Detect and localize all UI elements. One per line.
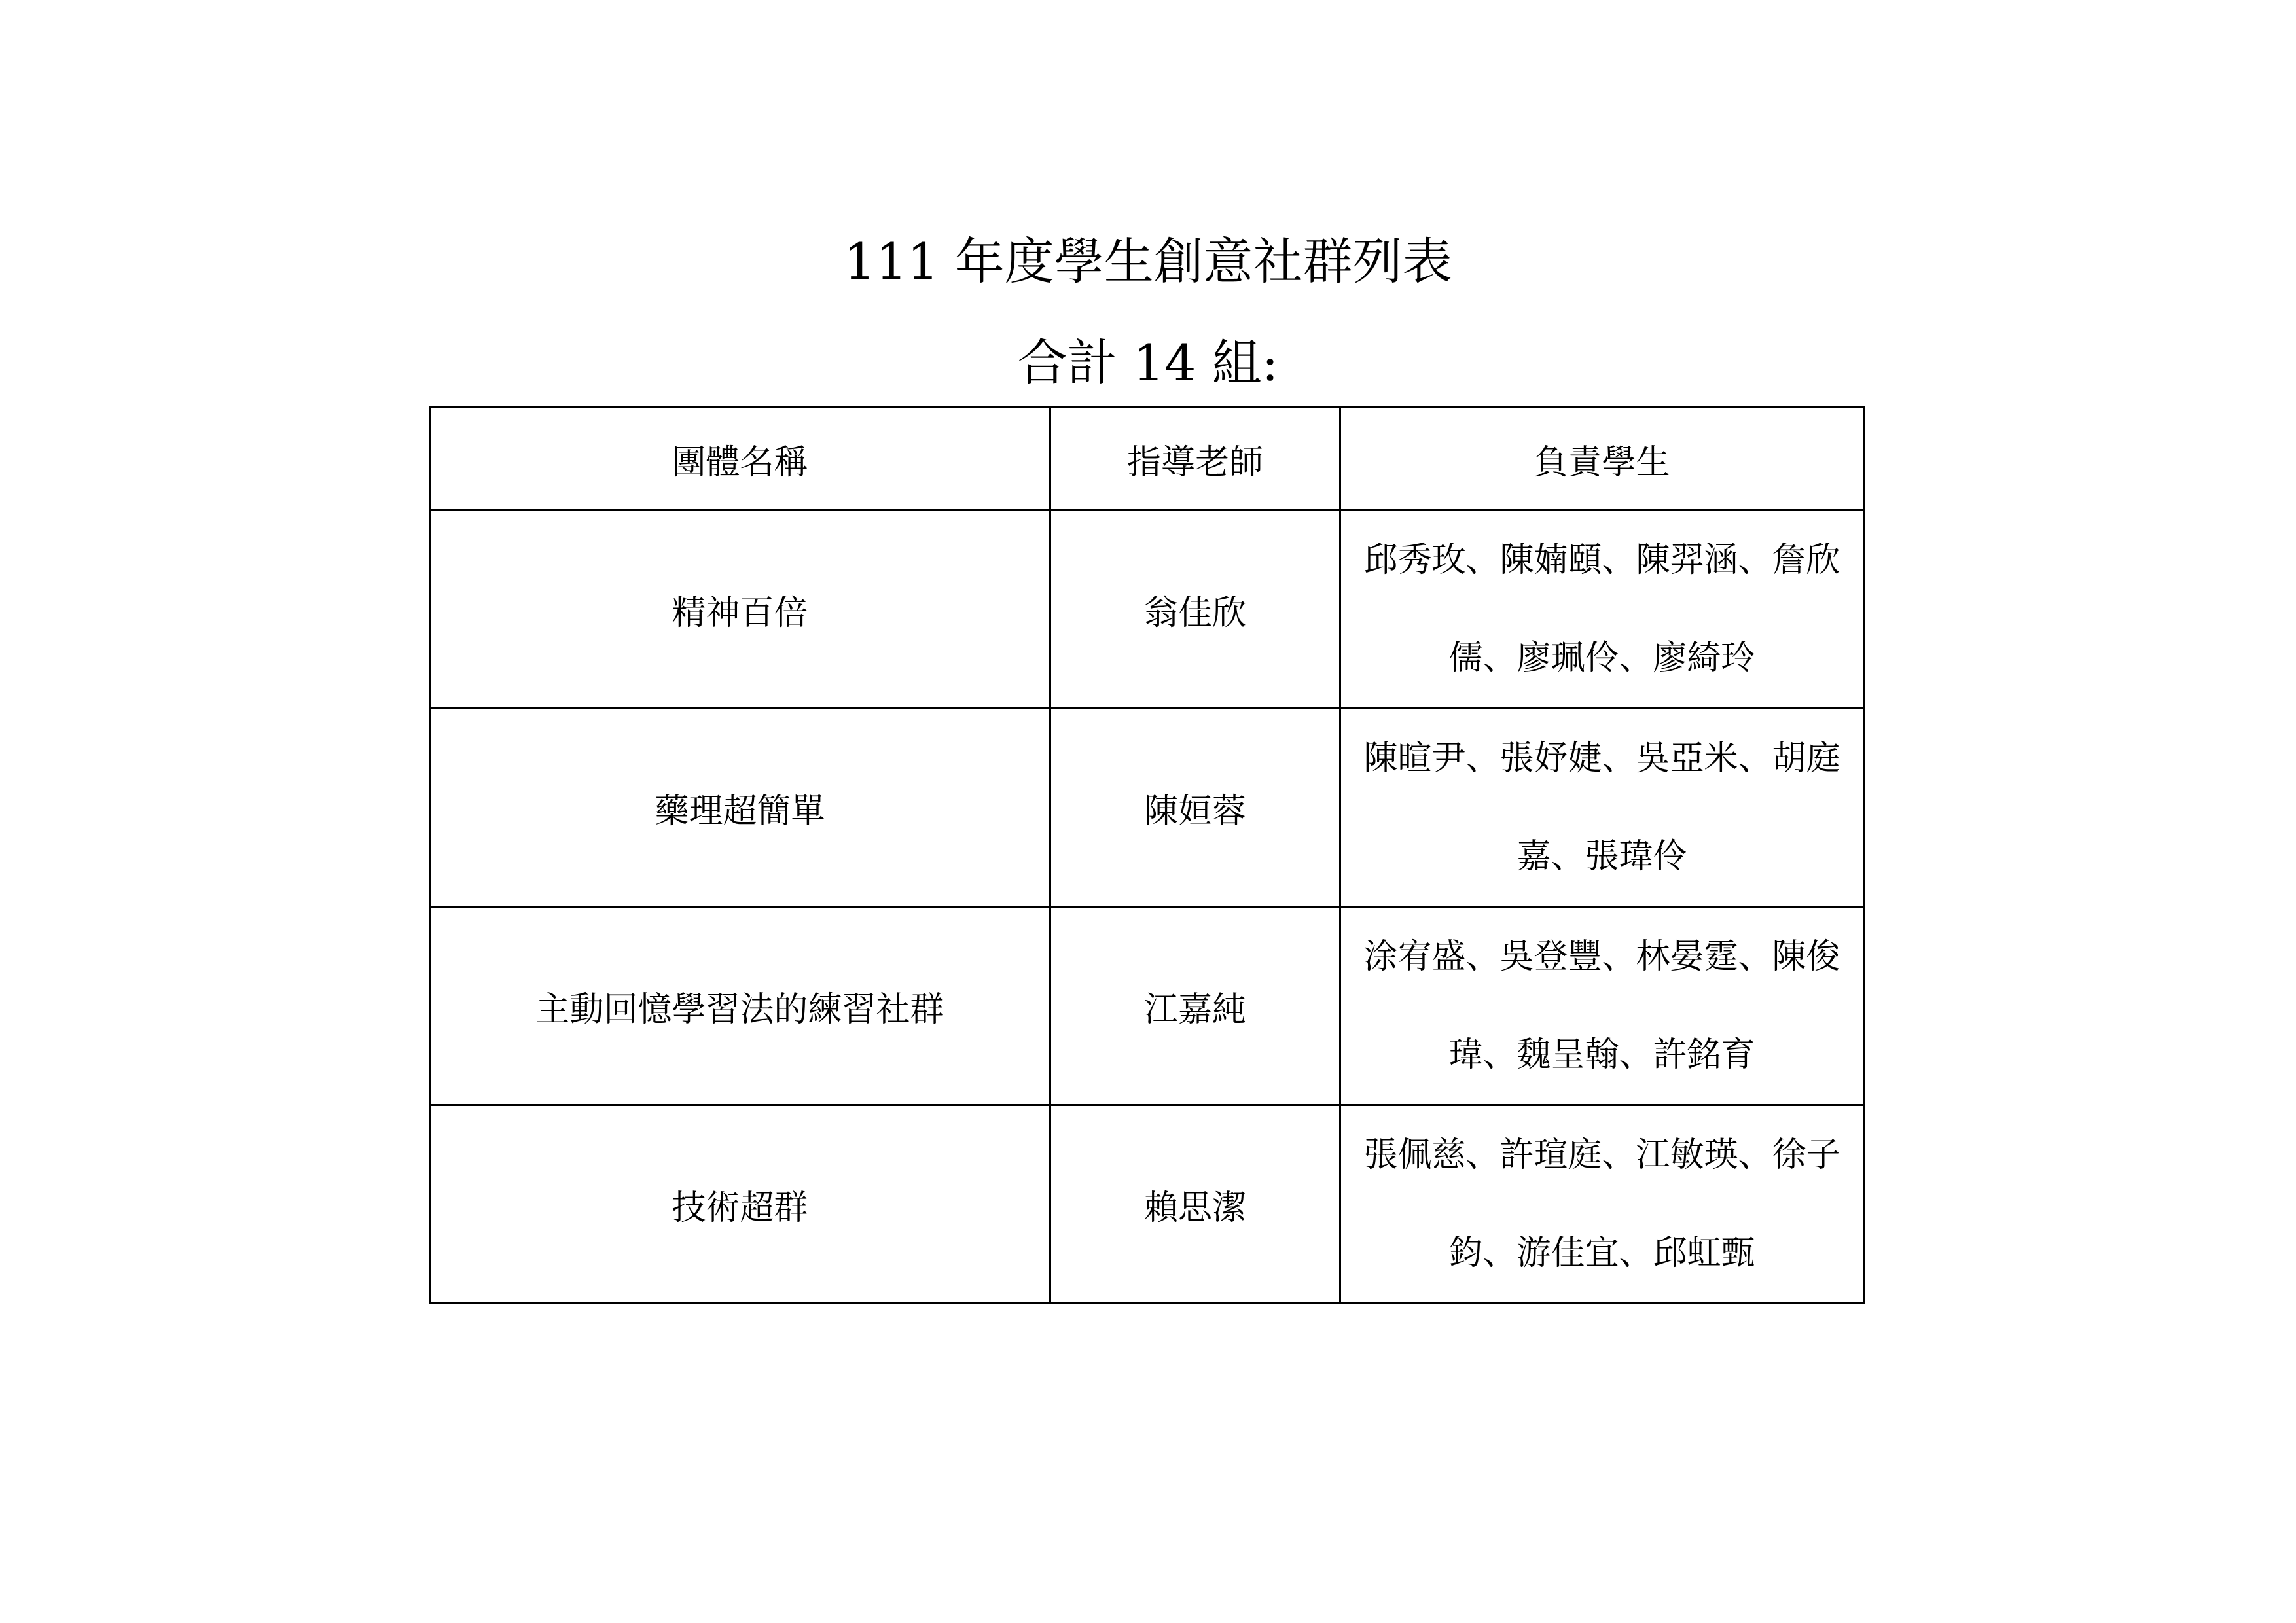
table-row xyxy=(430,709,1864,907)
students-list: 涂宥盛、吳登豐、林晏霆、陳俊瑋、魏呈翰、許銘育 xyxy=(1363,937,1840,1075)
students-cell xyxy=(1340,709,1864,907)
table-row xyxy=(430,510,1864,709)
teacher-cell: 陳姮蓉 xyxy=(1050,709,1340,907)
table-header-row xyxy=(430,408,1864,510)
students-list: 陳暄尹、張妤婕、吳亞米、胡庭嘉、張瑋伶 xyxy=(1363,739,1840,876)
column-header-group-name: 團體名稱 xyxy=(430,408,1050,510)
students-list: 張佩慈、許瑄庭、江敏瑛、徐子鈞、游佳宜、邱虹甄 xyxy=(1363,1135,1840,1273)
group-name-cell: 精神百倍 xyxy=(430,510,1050,709)
table-row xyxy=(430,1105,1864,1304)
creative-groups-table xyxy=(429,406,1865,1304)
teacher-cell: 江嘉純 xyxy=(1050,907,1340,1105)
students-cell xyxy=(1340,1105,1864,1304)
group-name-cell: 技術超群 xyxy=(430,1105,1050,1304)
teacher-cell: 翁佳欣 xyxy=(1050,510,1340,709)
students-cell xyxy=(1340,510,1864,709)
teacher-cell: 賴思潔 xyxy=(1050,1105,1340,1304)
column-header-students: 負責學生 xyxy=(1340,408,1864,510)
table-row xyxy=(430,907,1864,1105)
students-cell xyxy=(1340,907,1864,1105)
column-header-teacher: 指導老師 xyxy=(1050,408,1340,510)
group-count-heading: 合計 14 組: xyxy=(1017,334,1279,392)
students-list: 邱秀玫、陳婻頤、陳羿涵、詹欣儒、廖珮伶、廖綺玲 xyxy=(1363,541,1840,678)
page-title: 111 年度學生創意社群列表 xyxy=(844,232,1452,291)
group-name-cell: 藥理超簡單 xyxy=(430,709,1050,907)
group-name-cell: 主動回憶學習法的練習社群 xyxy=(430,907,1050,1105)
